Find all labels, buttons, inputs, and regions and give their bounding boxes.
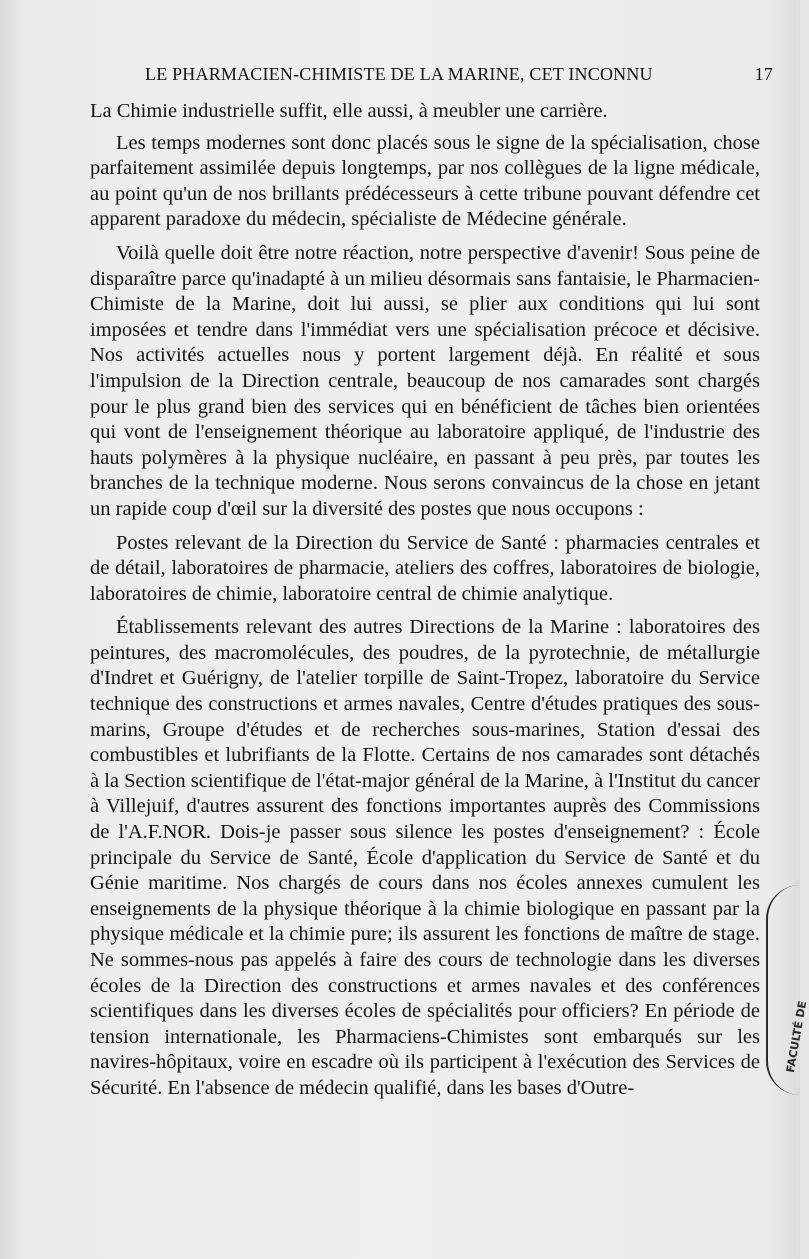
paragraph-etablissements-marine: Établissements relevant des autres Directions de la Marine : laboratoires des peintures, des macromolécules, des poudres, de la pyrotechnie, de métallurgie d'Indret et Guérigny, de l'atelier torpille de Saint-Tropez, laboratoire du Service technique des constructions et armes navales, Centre d'études pratiques des sous-marins, Groupe d'études et de recherches sous-marines, Station d'essai des combustibles et lubrifiants de la Flotte. Certains de nos camarades sont détachés à la Section scientifique de l'état-major général de la Marine, à l'Institut du cancer à Villejuif, d'autres assurent des fonctions importantes auprès des Commissions de l'A.F.NOR. Dois-je passer sous silence les postes d'enseignement? : École principale du Service de Santé, École d'application du Service de Santé et du Génie maritime. Nos chargés de cours dans nos écoles annexes cumulent les enseignements de la physique théorique à la chimie biologique en passant par la physique médicale et la chimie pure; ils assurent les fonctions de maître de stage. Ne sommes-nous pas appelés à faire des cours de technologie dans les diverses écoles de la Direction des constructions et armes navales et des conférences scientifiques dans les diverses écoles de spécialités pour officiers? En période de tension internationale, les Pharmaciens-Chimistes sont embarqués sur les navires-hôpitaux, voire en escadre où ils participent à l'exécution des Services de Sécurité. En l'absence de médecin qualifié, dans les bases d'Outre- xyxy=(90,616,760,1099)
running-header xyxy=(145,64,773,88)
paragraph-reaction-avenir: Voilà quelle doit être notre réaction, notre perspective d'avenir! Sous peine de disparaître parce qu'inadapté à un milieu désormais sans fantaisie, le Pharmacien-Chimiste de la Marine, doit lui aussi, se plier aux conditions qui lui sont imposées et tendre dans l'immédiat vers une spécialisation précoce et décisive. Nos activités actuelles nous y portent largement déjà. En réalité et sous l'impulsion de la Direction centrale, beaucoup de nos camarades sont chargés pour le plus grand bien des services qui en bénéficient de tâches bien orientées qui vont de l'enseignement théorique au laboratoire appliqué, de l'industrie des hauts polymères à la physique nucléaire, en passant à peu près, par toutes les branches de la technique moderne. Nous serons convaincus de la chose en jetant un rapide coup d'œil sur la diversité des postes que nous occupons : xyxy=(90,241,760,520)
page-number: 17 xyxy=(754,64,773,84)
running-title: LE PHARMACIEN-CHIMISTE DE LA MARINE, CET INCONNU xyxy=(145,64,653,84)
body-text xyxy=(90,99,760,1102)
paragraph-chimie-industrielle: La Chimie industrielle suffit, elle aussi, à meubler une carrière. xyxy=(90,100,608,122)
library-stamp-text: FACULTÉ DE xyxy=(783,1000,809,1074)
paragraph-postes-service-sante: Postes relevant de la Direction du Service de Santé : pharmacies centrales et de détail, laboratoires de pharmacie, ateliers des coffres, laboratoires de biologie, laboratoires de chimie, laboratoire central de chimie analytique. xyxy=(90,531,760,605)
paragraph-specialisation: Les temps modernes sont donc placés sous le signe de la spécialisation, chose parfaitement assimilée depuis longtemps, par nos collègues de la ligne médicale, au point qu'un de nos brillants prédécesseurs à cette tribune pouvant défendre cet apparent paradoxe du médecin, spécialiste de Médecine générale. xyxy=(90,131,760,231)
